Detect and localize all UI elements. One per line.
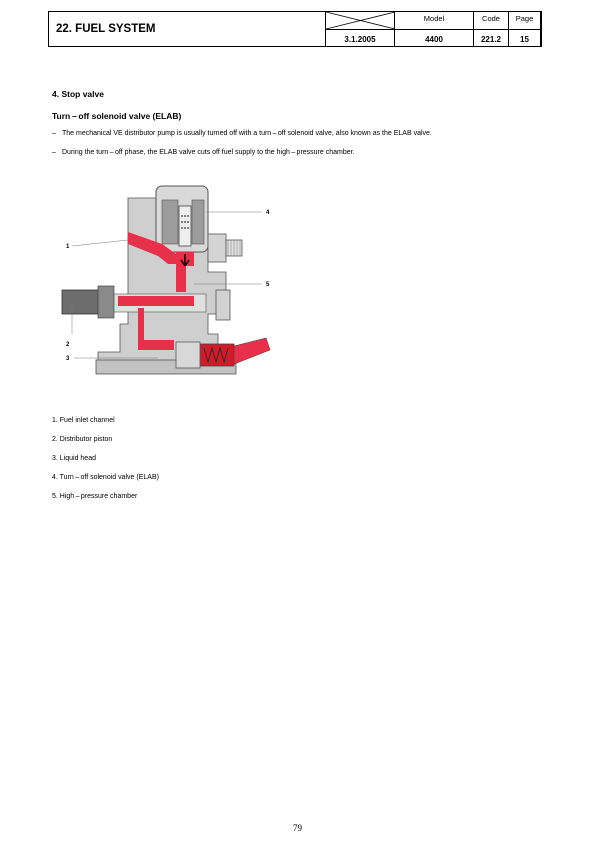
header-code-value: 221.2 bbox=[480, 35, 502, 44]
piston-nut bbox=[216, 290, 230, 320]
callout-label: 3 bbox=[66, 356, 70, 362]
inlet-fitting bbox=[208, 234, 226, 262]
bullet-item bbox=[52, 149, 355, 156]
legend-item: 5. High – pressure chamber bbox=[52, 493, 138, 500]
callout-label: 5 bbox=[266, 282, 270, 288]
legend-item: 2. Distributor piston bbox=[52, 436, 113, 443]
outlet-nozzle bbox=[234, 338, 270, 364]
page-number: 79 bbox=[293, 823, 302, 833]
elab-valve-diagram bbox=[58, 184, 282, 390]
solenoid-coil bbox=[162, 200, 178, 244]
legend-item: 3. Liquid head bbox=[52, 455, 96, 462]
dash-bullet-icon: – bbox=[52, 149, 56, 156]
callout-label: 4 bbox=[266, 210, 270, 216]
callout-label: 2 bbox=[66, 342, 70, 348]
section-subheading: Turn – off solenoid valve (ELAB) bbox=[52, 111, 182, 121]
section-heading: 4. Stop valve bbox=[52, 89, 104, 99]
header-model-label: Model bbox=[423, 14, 445, 23]
bullet-item bbox=[52, 130, 432, 137]
high-pressure-chamber bbox=[118, 296, 194, 306]
solenoid-armature bbox=[179, 206, 191, 246]
header-table bbox=[48, 11, 542, 47]
callout-label: 1 bbox=[66, 244, 70, 250]
header-code-label: Code bbox=[482, 14, 500, 23]
solenoid-coil bbox=[192, 200, 204, 244]
bullet-text: During the turn – off phase, the ELAB valve cuts off fuel supply to the high – pressure chamber. bbox=[62, 149, 355, 156]
header-divider bbox=[326, 29, 541, 30]
legend-item: 1. Fuel inlet channel bbox=[52, 417, 115, 424]
header-page-label: Page bbox=[515, 14, 534, 23]
piston-shoulder bbox=[98, 286, 114, 318]
header-date: 3.1.2005 bbox=[344, 35, 376, 44]
valve-body bbox=[176, 342, 200, 368]
fuel-passage bbox=[176, 266, 186, 292]
header-page-value: 15 bbox=[520, 35, 529, 44]
header-model-value: 4400 bbox=[425, 35, 443, 44]
legend-item: 4. Turn – off solenoid valve (ELAB) bbox=[52, 474, 159, 481]
bullet-text: The mechanical VE distributor pump is usually turned off with a turn – off solenoid valve, also known as the ELAB valve. bbox=[62, 130, 432, 137]
header-title: 22. FUEL SYSTEM bbox=[49, 12, 326, 46]
dash-bullet-icon: – bbox=[52, 130, 56, 137]
crossed-box-icon bbox=[326, 12, 395, 29]
